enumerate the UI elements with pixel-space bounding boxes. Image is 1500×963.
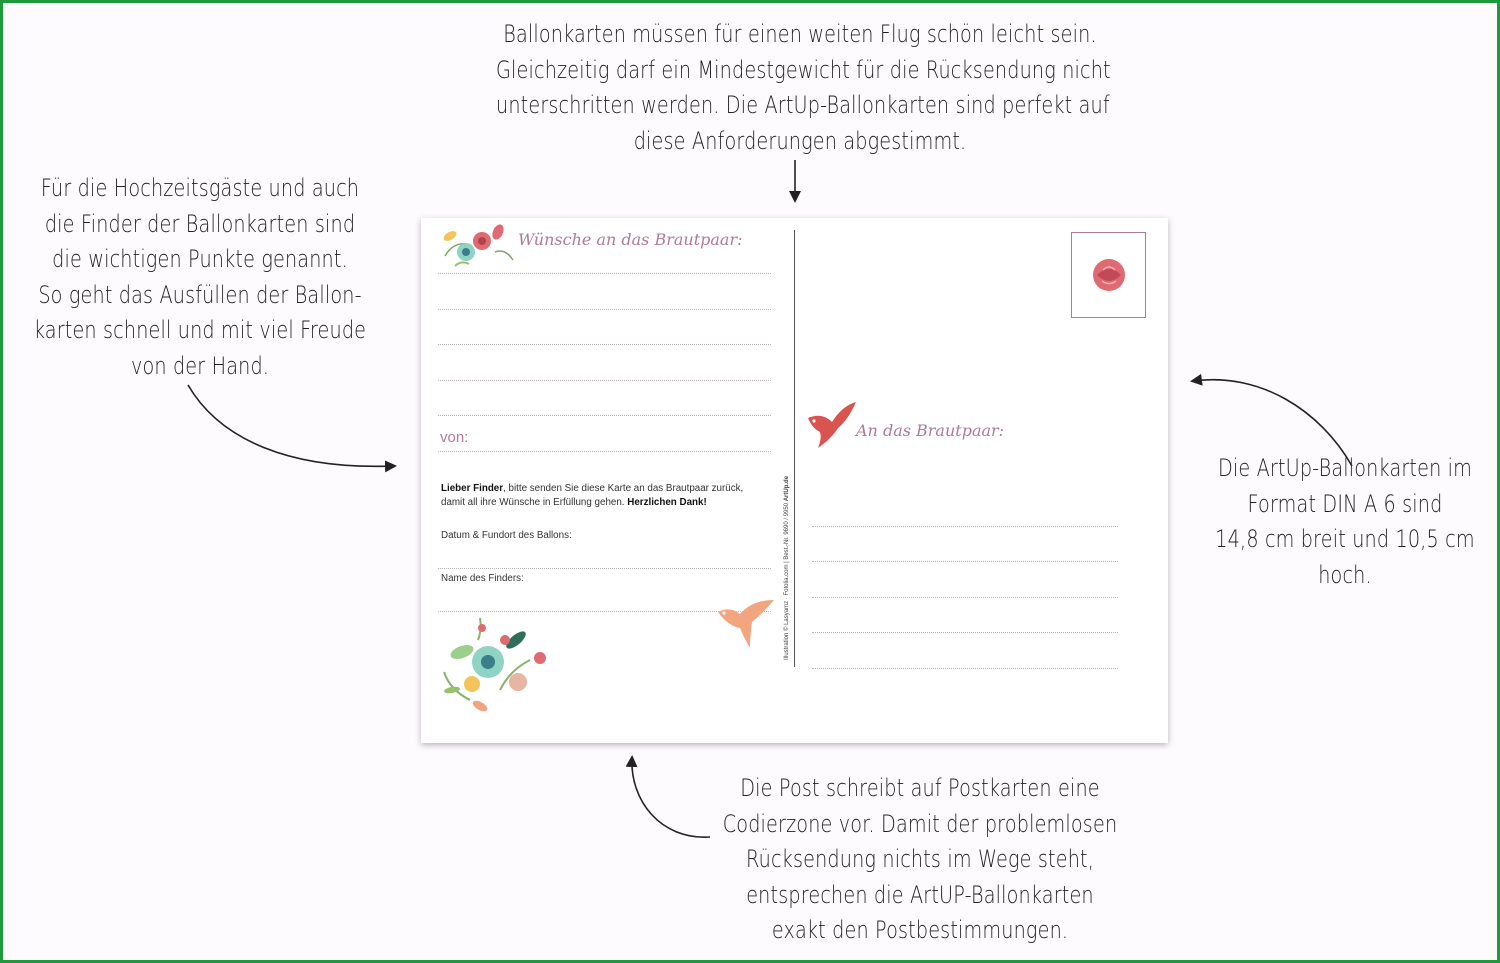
annotation-line: Gleichzeitig darf ein Mindestgewicht für die Rücksendung nicht xyxy=(496,55,1111,84)
arrow-left-icon xyxy=(188,385,394,466)
brand-text: ArtUp.de xyxy=(784,475,790,502)
from-label: von: xyxy=(440,429,469,446)
finder-thanks: Herzlichen Dank! xyxy=(627,497,707,508)
finder-bold: Lieber Finder xyxy=(441,483,504,494)
floral-bouquet-icon xyxy=(444,618,546,713)
annotation-line: karten schnell und mit viel Freude xyxy=(33,316,367,344)
finder-text: , bitte senden Sie diese Karte an das Brautpaar zurück, xyxy=(503,483,744,494)
credit-text: Illustration © Lasyamz · Fotolia.com | Best.-Nr. 9690 / 9950 xyxy=(784,501,790,660)
annotation-line: entsprechen die ArtUP-Ballonkarten xyxy=(746,880,1094,909)
name-label: Name des Finders: xyxy=(441,573,524,584)
rose-stamp-icon xyxy=(1093,259,1125,291)
annotation-line: 14,8 cm breit und 10,5 cm xyxy=(1215,525,1475,553)
annotation-line: Die ArtUp-Ballonkarten im xyxy=(1217,454,1473,482)
annotation-line: Die Post schreibt auf Postkarten eine xyxy=(740,774,1100,802)
wishes-title: Wünsche an das Brautpaar: xyxy=(518,230,743,249)
finder-text: damit all ihre Wünsche in Erfüllung gehen. xyxy=(441,497,628,508)
annotation-line: Rücksendung nichts im Wege steht, xyxy=(746,845,1094,873)
red-bird-icon xyxy=(808,402,856,448)
date-label: Datum & Fundort des Ballons: xyxy=(441,530,572,541)
arrow-bottom-icon xyxy=(632,758,710,837)
annotation-line: die wichtigen Punkte genannt. xyxy=(52,245,348,273)
annotation-line: Format DIN A 6 sind xyxy=(1247,489,1443,518)
annotation-line: Für die Hochzeitsgäste und auch xyxy=(40,174,360,202)
annotation-line: die Finder der Ballonkarten sind xyxy=(44,209,356,238)
peach-bird-icon xyxy=(718,600,774,648)
annotation-line: exakt den Postbestimmungen. xyxy=(771,916,1069,944)
arrow-right-icon xyxy=(1193,380,1352,466)
annotation-line: Codierzone vor. Damit der problemlosen xyxy=(722,809,1118,838)
annotation-line: Ballonkarten müssen für einen weiten Flug schön leicht sein. xyxy=(503,20,1097,48)
annotation-line: So geht das Ausfüllen der Ballon- xyxy=(38,280,362,309)
address-title: An das Brautpaar: xyxy=(856,421,1005,440)
annotation-line: von der Hand. xyxy=(130,351,270,380)
floral-corner-icon xyxy=(442,223,513,266)
annotation-line: hoch. xyxy=(1318,560,1372,589)
annotation-line: diese Anforderungen abgestimmt. xyxy=(633,126,967,155)
annotation-line: unterschritten werden. Die ArtUp-Ballonkarten sind perfekt auf xyxy=(496,91,1110,119)
